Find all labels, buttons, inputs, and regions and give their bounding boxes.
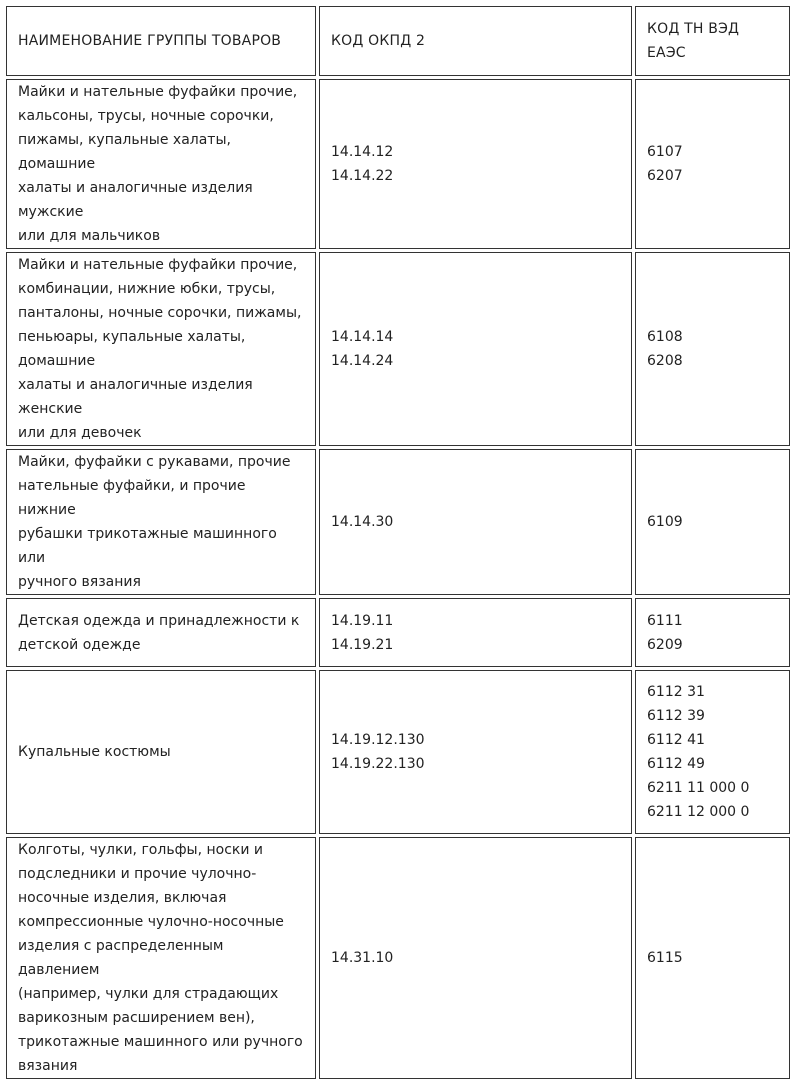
row-tnved-cell (635, 79, 790, 249)
okpd-code: 14.19.12.130 (331, 732, 425, 748)
tnved-code: 6115 (647, 950, 683, 966)
okpd-code: 14.14.30 (331, 514, 394, 530)
name-line: Майки и нательные фуфайки прочие, (18, 84, 298, 100)
name-line: пеньюары, купальные халаты, домашние (18, 329, 246, 369)
name-line: ручного вязания (18, 574, 141, 590)
tnved-code: 6207 (647, 168, 683, 184)
table-row (6, 598, 790, 667)
name-line: рубашки трикотажные машинного или (18, 526, 277, 566)
name-line: комбинации, нижние юбки, трусы, (18, 281, 276, 297)
header-cell-okpd (319, 6, 632, 76)
name-line: халаты и аналогичные изделия мужские (18, 180, 253, 220)
name-line: пижамы, купальные халаты, домашние (18, 132, 231, 172)
name-line: варикозным расширением вен), (18, 1010, 255, 1026)
okpd-code: 14.14.24 (331, 353, 394, 369)
name-line: или для мальчиков (18, 228, 161, 244)
name-line: трикотажные машинного или ручного (18, 1034, 303, 1050)
okpd-code: 14.14.14 (331, 329, 394, 345)
okpd-code: 14.14.12 (331, 144, 394, 160)
name-line: Купальные костюмы (18, 744, 171, 760)
header-tnved-label-line2: ЕАЭС (647, 45, 686, 61)
header-cell-name (6, 6, 316, 76)
row-tnved-cell (635, 449, 790, 595)
name-line: Колготы, чулки, гольфы, носки и (18, 842, 264, 858)
header-tnved-label-line1: КОД ТН ВЭД (647, 21, 740, 37)
row-okpd-cell (319, 837, 632, 1079)
goods-codes-table (3, 3, 793, 1082)
name-line: Майки и нательные фуфайки прочие, (18, 257, 298, 273)
name-line: подследники и прочие чулочно- (18, 866, 257, 882)
row-name-cell (6, 670, 316, 834)
tnved-code: 6211 12 000 0 (647, 804, 750, 820)
tnved-code: 6112 31 (647, 684, 705, 700)
name-line: Детская одежда и принадлежности к (18, 612, 300, 629)
tnved-code: 6111 (647, 612, 683, 629)
tnved-code: 6108 (647, 329, 683, 345)
tnved-code: 6208 (647, 353, 683, 369)
row-name-cell (6, 79, 316, 249)
okpd-code: 14.19.21 (331, 636, 394, 653)
name-line: панталоны, ночные сорочки, пижамы, (18, 305, 302, 321)
row-okpd-cell (319, 598, 632, 667)
row-name-cell (6, 598, 316, 667)
row-okpd-cell (319, 79, 632, 249)
name-line: кальсоны, трусы, ночные сорочки, (18, 108, 274, 124)
name-line: халаты и аналогичные изделия женские (18, 377, 253, 417)
okpd-code: 14.19.22.130 (331, 756, 425, 772)
table-row (6, 837, 790, 1079)
table-header-row (6, 6, 790, 76)
table-row (6, 449, 790, 595)
tnved-code: 6109 (647, 514, 683, 530)
tnved-code: 6112 41 (647, 732, 705, 748)
row-okpd-cell (319, 252, 632, 446)
tnved-code: 6211 11 000 0 (647, 780, 750, 796)
tnved-code: 6112 49 (647, 756, 705, 772)
table-row (6, 252, 790, 446)
row-tnved-cell (635, 670, 790, 834)
okpd-code: 14.31.10 (331, 950, 394, 966)
name-line: детской одежде (18, 636, 141, 653)
row-name-cell (6, 837, 316, 1079)
name-line: носочные изделия, включая (18, 890, 227, 906)
name-line: (например, чулки для страдающих (18, 986, 279, 1002)
tnved-code: 6112 39 (647, 708, 705, 724)
header-name-label: НАИМЕНОВАНИЕ ГРУППЫ ТОВАРОВ (18, 33, 282, 49)
row-okpd-cell (319, 449, 632, 595)
row-name-cell (6, 449, 316, 595)
name-line: или для девочек (18, 425, 142, 441)
name-line: изделия с распределенным давлением (18, 938, 224, 978)
name-line: вязания (18, 1058, 78, 1074)
table-row (6, 79, 790, 249)
row-tnved-cell (635, 252, 790, 446)
name-line: компрессионные чулочно-носочные (18, 914, 284, 930)
okpd-code: 14.19.11 (331, 612, 394, 629)
okpd-code: 14.14.22 (331, 168, 394, 184)
row-name-cell (6, 252, 316, 446)
tnved-code: 6209 (647, 636, 683, 653)
header-cell-tnved (635, 6, 790, 76)
header-okpd-label: КОД ОКПД 2 (331, 33, 426, 49)
row-tnved-cell (635, 837, 790, 1079)
name-line: нательные фуфайки, и прочие нижние (18, 478, 246, 518)
tnved-code: 6107 (647, 144, 683, 160)
name-line: Майки, фуфайки с рукавами, прочие (18, 454, 291, 470)
row-okpd-cell (319, 670, 632, 834)
table-row (6, 670, 790, 834)
row-tnved-cell (635, 598, 790, 667)
